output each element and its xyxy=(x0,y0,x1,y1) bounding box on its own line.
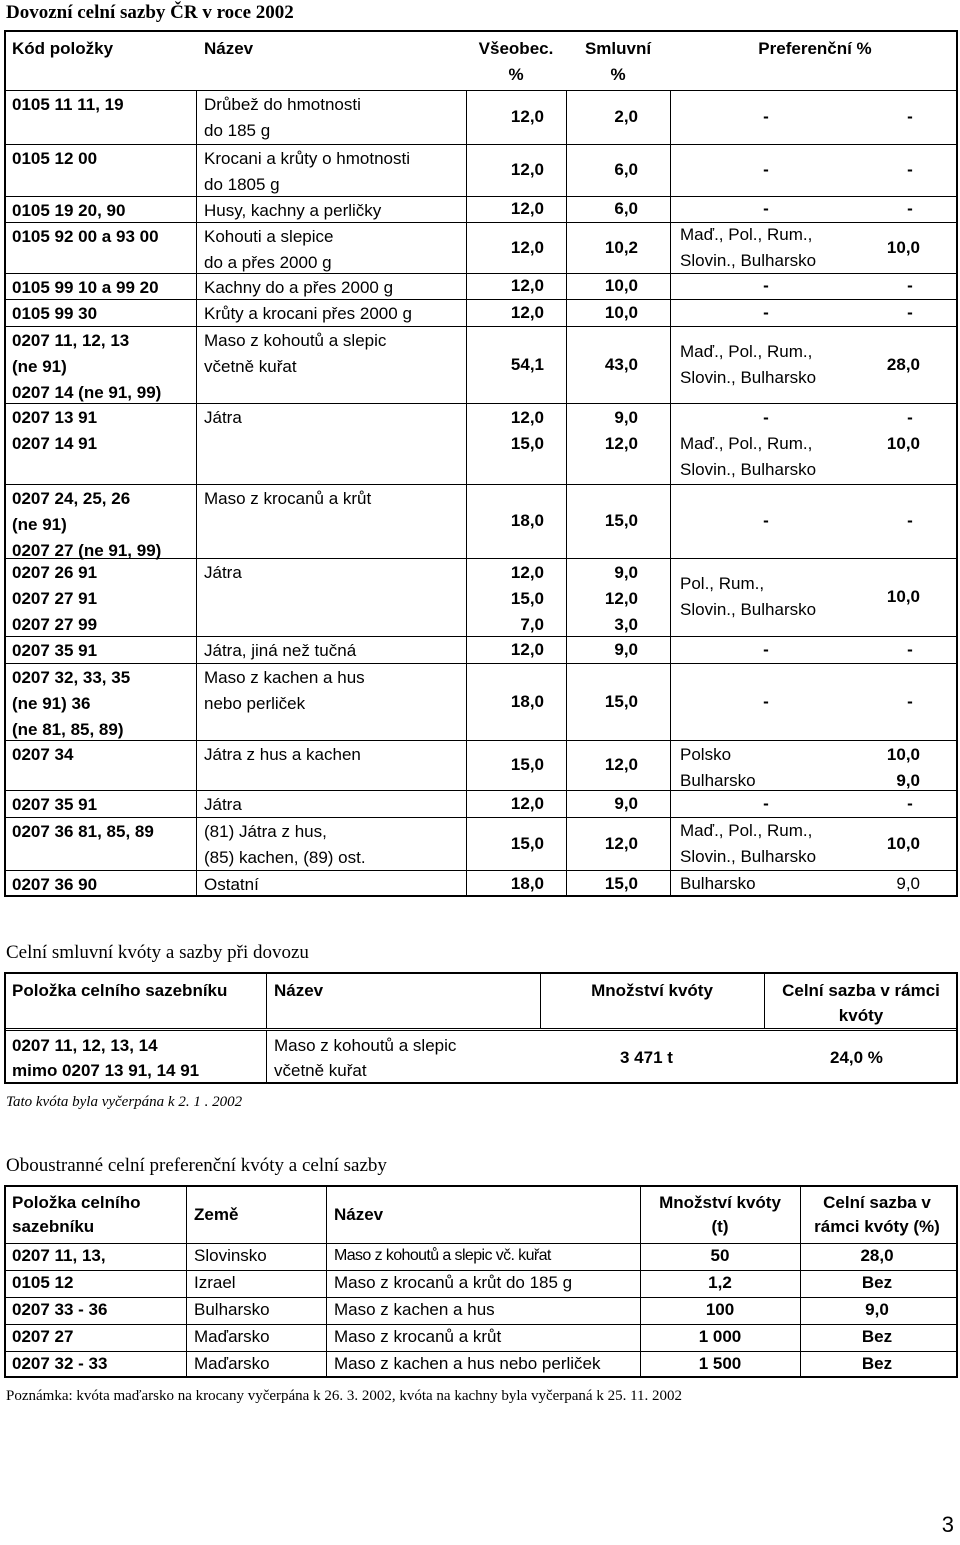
column-divider xyxy=(186,1185,187,1378)
row-name: Kohouti a slepice xyxy=(204,227,334,246)
row-polozka: 0207 11, 13, xyxy=(12,1246,106,1265)
row-code: 0207 32, 33, 35 xyxy=(12,668,131,687)
row-celni: Bez xyxy=(861,1273,893,1292)
section-title-contract-quotas: Celní smluvní kvóty a sazby při dovozu xyxy=(6,942,309,963)
row-pref-value: 9,0 xyxy=(896,771,920,790)
row-name: Krocani a krůty o hmotnosti xyxy=(204,149,410,168)
row-mnozstvi: 50 xyxy=(710,1246,730,1265)
row-vseob: 18,0 xyxy=(510,511,544,530)
row-name: Játra xyxy=(204,408,242,427)
row-pref: Maď., Pol., Rum., xyxy=(680,820,813,840)
row-pref-value: - xyxy=(907,302,913,322)
row-code: 0207 13 91 xyxy=(12,408,98,427)
row-pref-value: 10,0 xyxy=(886,237,920,257)
row-smluv: 9,0 xyxy=(614,563,638,582)
header-polozka-2: sazebníku xyxy=(12,1217,95,1236)
row-pref-value: 10,0 xyxy=(886,745,920,764)
row-code: 0105 99 30 xyxy=(12,304,98,323)
row-code: 0207 27 91 xyxy=(12,589,98,608)
row-pref-value: - xyxy=(907,160,913,179)
row-vseob: 12,0 xyxy=(510,408,544,427)
row-pref-value: 10,0 xyxy=(886,587,920,606)
row-pref: Slovin., Bulharsko xyxy=(680,846,817,866)
row-pref: - xyxy=(763,160,769,179)
row-name: Játra xyxy=(204,563,242,582)
row-zeme: Maďarsko xyxy=(194,1354,270,1373)
row-vseob: 7,0 xyxy=(520,615,544,634)
row-name: Maso z kohoutů a slepic xyxy=(204,331,387,350)
row-smluv: 10,2 xyxy=(604,237,638,257)
row-celni: 24,0 % xyxy=(830,1048,883,1067)
row-smluv: 12,0 xyxy=(604,434,638,453)
row-pref: - xyxy=(763,302,769,322)
row-vseob: 15,0 xyxy=(510,589,544,608)
row-name: Játra z hus a kachen xyxy=(204,745,361,764)
header-nazev: Název xyxy=(204,39,254,58)
row-code: 0207 14 (ne 91, 99) xyxy=(12,383,162,402)
header-polozka: Položka celního xyxy=(12,1193,141,1212)
header-kod: Kód položky xyxy=(12,39,114,58)
row-pref: - xyxy=(763,408,769,427)
row-smluv: 12,0 xyxy=(604,755,638,774)
row-smluv: 15,0 xyxy=(604,873,638,893)
row-pref-value: 9,0 xyxy=(896,873,920,893)
row-pref-value: - xyxy=(907,199,913,218)
row-divider xyxy=(4,222,958,223)
row-mnozstvi: 3 471 t xyxy=(620,1048,673,1067)
row-smluv: 3,0 xyxy=(614,615,638,634)
row-mnozstvi: 1,2 xyxy=(708,1273,732,1292)
row-vseob: 12,0 xyxy=(510,563,544,582)
row-pref: Maď., Pol., Rum., xyxy=(680,341,813,361)
row-pref: Pol., Rum., xyxy=(680,574,765,593)
row-pref: - xyxy=(763,107,769,126)
row-smluv: 12,0 xyxy=(604,833,638,853)
row-nazev: Maso z kohoutů a slepic vč. kuřat xyxy=(334,1247,551,1264)
row-nazev: Maso z krocanů a krůt xyxy=(334,1327,502,1346)
quota-note: Tato kvóta byla vyčerpána k 2. 1 . 2002 xyxy=(6,1094,243,1110)
row-pref-value: - xyxy=(907,276,913,295)
row-polozka: 0207 32 - 33 xyxy=(12,1354,108,1373)
row-pref-value: - xyxy=(907,639,913,659)
header-smluv-pct: % xyxy=(610,65,626,84)
row-code: (ne 91) xyxy=(12,357,67,376)
row-polozka: 0207 27 xyxy=(12,1327,74,1346)
row-vseob: 12,0 xyxy=(510,793,544,813)
column-divider xyxy=(670,90,671,897)
row-code: 0207 14 91 xyxy=(12,434,98,453)
row-code: 0207 35 91 xyxy=(12,795,98,814)
row-code: 0207 36 90 xyxy=(12,875,98,894)
row-smluv: 9,0 xyxy=(614,408,638,427)
row-smluv: 43,0 xyxy=(604,354,638,374)
row-zeme: Slovinsko xyxy=(194,1246,267,1265)
row-divider xyxy=(4,326,958,327)
row-pref: Bulharsko xyxy=(680,873,756,893)
row-divider xyxy=(4,1030,958,1031)
row-pref-value: - xyxy=(907,691,913,711)
row-polozka: 0207 11, 12, 13, 14 xyxy=(12,1036,158,1055)
row-polozka: 0207 33 - 36 xyxy=(12,1300,108,1319)
header-nazev: Název xyxy=(274,981,324,1000)
row-name: Ostatní xyxy=(204,875,259,894)
row-code: 0207 24, 25, 26 xyxy=(12,489,131,508)
row-nazev: včetně kuřat xyxy=(274,1061,367,1080)
footnote: Poznámka: kvóta maďarsko na krocany vyčerpána k 26. 3. 2002, kvóta na kachny byla vyčerpaná k 25. 11. 2002 xyxy=(6,1388,683,1404)
row-celni: Bez xyxy=(861,1327,893,1346)
header-celni-2: kvóty xyxy=(838,1006,884,1025)
row-pref: Polsko xyxy=(680,745,732,764)
row-celni: 9,0 xyxy=(865,1300,889,1319)
row-name: Krůty a krocani přes 2000 g xyxy=(204,304,412,323)
column-divider xyxy=(326,1185,327,1378)
row-zeme: Maďarsko xyxy=(194,1327,270,1346)
row-name: do a přes 2000 g xyxy=(204,253,332,272)
row-vseob: 12,0 xyxy=(510,199,544,218)
row-pref: Bulharsko xyxy=(680,771,756,790)
row-name: Játra xyxy=(204,795,242,814)
row-divider xyxy=(4,740,958,741)
row-code: 0207 34 xyxy=(12,745,74,764)
row-pref: Slovin., Bulharsko xyxy=(680,250,817,270)
row-code: 0207 27 99 xyxy=(12,615,98,634)
row-vseob: 12,0 xyxy=(510,276,544,295)
row-code: 0105 99 10 a 99 20 xyxy=(12,278,159,297)
row-smluv: 6,0 xyxy=(614,199,638,218)
row-name: Maso z kachen a hus xyxy=(204,668,365,687)
header-mnozstvi-2: (t) xyxy=(711,1217,729,1236)
row-pref-value: - xyxy=(907,511,913,530)
header-mnozstvi: Množství kvóty xyxy=(659,1193,781,1212)
row-mnozstvi: 1 000 xyxy=(698,1327,742,1346)
row-code: 0105 19 20, 90 xyxy=(12,201,126,220)
row-code: (ne 91) 36 xyxy=(12,694,91,713)
row-smluv: 6,0 xyxy=(614,160,638,179)
row-zeme: Izrael xyxy=(194,1273,236,1292)
row-name: Husy, kachny a perličky xyxy=(204,201,382,220)
row-pref-value: - xyxy=(907,107,913,126)
header-mnozstvi: Množství kvóty xyxy=(591,981,713,1000)
row-name: včetně kuřat xyxy=(204,357,297,376)
column-divider xyxy=(266,1030,267,1084)
row-pref: - xyxy=(763,691,769,711)
row-code: (ne 91) xyxy=(12,515,67,534)
row-pref-value: - xyxy=(907,408,913,427)
header-vseob: Všeobec. xyxy=(478,39,554,58)
row-code: 0105 92 00 a 93 00 xyxy=(12,227,159,246)
page-title: Dovozní celní sazby ČR v roce 2002 xyxy=(6,2,294,23)
row-pref: - xyxy=(763,793,769,813)
row-pref-value: - xyxy=(907,793,913,813)
row-pref-value: 10,0 xyxy=(886,833,920,853)
row-smluv: 10,0 xyxy=(604,276,638,295)
row-name: Játra, jiná než tučná xyxy=(204,641,357,660)
row-divider xyxy=(4,484,958,485)
row-pref: Slovin., Bulharsko xyxy=(680,460,817,479)
row-pref: - xyxy=(763,276,769,295)
row-smluv: 15,0 xyxy=(604,511,638,530)
row-name: (85) kachen, (89) ost. xyxy=(204,848,366,867)
row-smluv: 2,0 xyxy=(614,107,638,126)
row-smluv: 9,0 xyxy=(614,639,638,659)
row-vseob: 15,0 xyxy=(510,434,544,453)
row-vseob: 18,0 xyxy=(510,873,544,893)
row-pref: - xyxy=(763,639,769,659)
row-pref-value: 10,0 xyxy=(886,434,920,453)
row-nazev: Maso z kachen a hus xyxy=(334,1300,495,1319)
row-name: do 1805 g xyxy=(204,175,280,194)
row-code: 0207 11, 12, 13 xyxy=(12,331,130,350)
row-nazev: Maso z krocanů a krůt do 185 g xyxy=(334,1273,573,1292)
row-vseob: 12,0 xyxy=(510,302,544,322)
header-celni: Celní sazba v rámci xyxy=(782,981,940,1000)
row-code: (ne 81, 85, 89) xyxy=(12,720,124,739)
column-divider xyxy=(196,90,197,897)
row-code: 0207 35 91 xyxy=(12,641,98,660)
row-smluv: 9,0 xyxy=(614,793,638,813)
row-pref: - xyxy=(763,199,769,218)
row-name: (81) Játra z hus, xyxy=(204,822,327,841)
row-celni: Bez xyxy=(861,1354,893,1373)
row-nazev: Maso z kohoutů a slepic xyxy=(274,1036,457,1055)
row-polozka: 0105 12 xyxy=(12,1273,74,1292)
row-vseob: 12,0 xyxy=(510,160,544,179)
row-vseob: 15,0 xyxy=(510,833,544,853)
header-celni: Celní sazba v xyxy=(823,1193,931,1212)
row-vseob: 12,0 xyxy=(510,237,544,257)
row-pref: - xyxy=(763,511,769,530)
row-code: 0207 36 81, 85, 89 xyxy=(12,822,154,841)
row-divider xyxy=(4,90,958,91)
header-vseob-pct: % xyxy=(508,65,524,84)
row-smluv: 12,0 xyxy=(604,589,638,608)
row-smluv: 15,0 xyxy=(604,691,638,711)
header-pref: Preferenční % xyxy=(758,39,872,58)
header-polozka: Položka celního sazebníku xyxy=(12,981,228,1000)
row-code: 0207 27 (ne 91, 99) xyxy=(12,541,162,560)
row-name: nebo perliček xyxy=(204,694,306,713)
row-name: do 185 g xyxy=(204,121,271,140)
header-nazev: Název xyxy=(334,1205,384,1224)
row-zeme: Bulharsko xyxy=(194,1300,270,1319)
row-divider xyxy=(4,817,958,818)
row-nazev: Maso z kachen a hus nebo perliček xyxy=(334,1354,601,1373)
header-celni-2: rámci kvóty (%) xyxy=(814,1217,940,1236)
row-vseob: 15,0 xyxy=(510,755,544,774)
row-code: 0105 11 11, 19 xyxy=(12,95,124,114)
row-polozka: mimo 0207 13 91, 14 91 xyxy=(12,1061,200,1080)
row-vseob: 12,0 xyxy=(510,107,544,126)
row-pref: Maď., Pol., Rum., xyxy=(680,434,813,453)
row-mnozstvi: 1 500 xyxy=(698,1354,742,1373)
row-vseob: 18,0 xyxy=(510,691,544,711)
section-title-bilateral-quotas: Oboustranné celní preferenční kvóty a celní sazby xyxy=(6,1155,387,1176)
page-number: 3 xyxy=(941,1512,954,1537)
row-celni: 28,0 xyxy=(860,1246,894,1265)
row-name: Maso z krocanů a krůt xyxy=(204,489,372,508)
header-zeme: Země xyxy=(194,1205,239,1224)
row-name: Drůbež do hmotnosti xyxy=(204,95,361,114)
column-divider xyxy=(266,972,267,1028)
row-pref-value: 28,0 xyxy=(886,354,920,374)
row-pref: Slovin., Bulharsko xyxy=(680,600,817,619)
row-divider xyxy=(4,663,958,664)
row-vseob: 12,0 xyxy=(510,639,544,659)
row-pref: Slovin., Bulharsko xyxy=(680,367,817,387)
row-smluv: 10,0 xyxy=(604,302,638,322)
row-name: Kachny do a přes 2000 g xyxy=(204,278,394,297)
header-smluv: Smluvní xyxy=(584,39,652,58)
row-vseob: 54,1 xyxy=(510,354,544,374)
row-pref: Maď., Pol., Rum., xyxy=(680,224,813,244)
row-mnozstvi: 100 xyxy=(705,1300,735,1319)
row-code: 0105 12 00 xyxy=(12,149,98,168)
row-divider xyxy=(4,144,958,145)
row-code: 0207 26 91 xyxy=(12,563,98,582)
